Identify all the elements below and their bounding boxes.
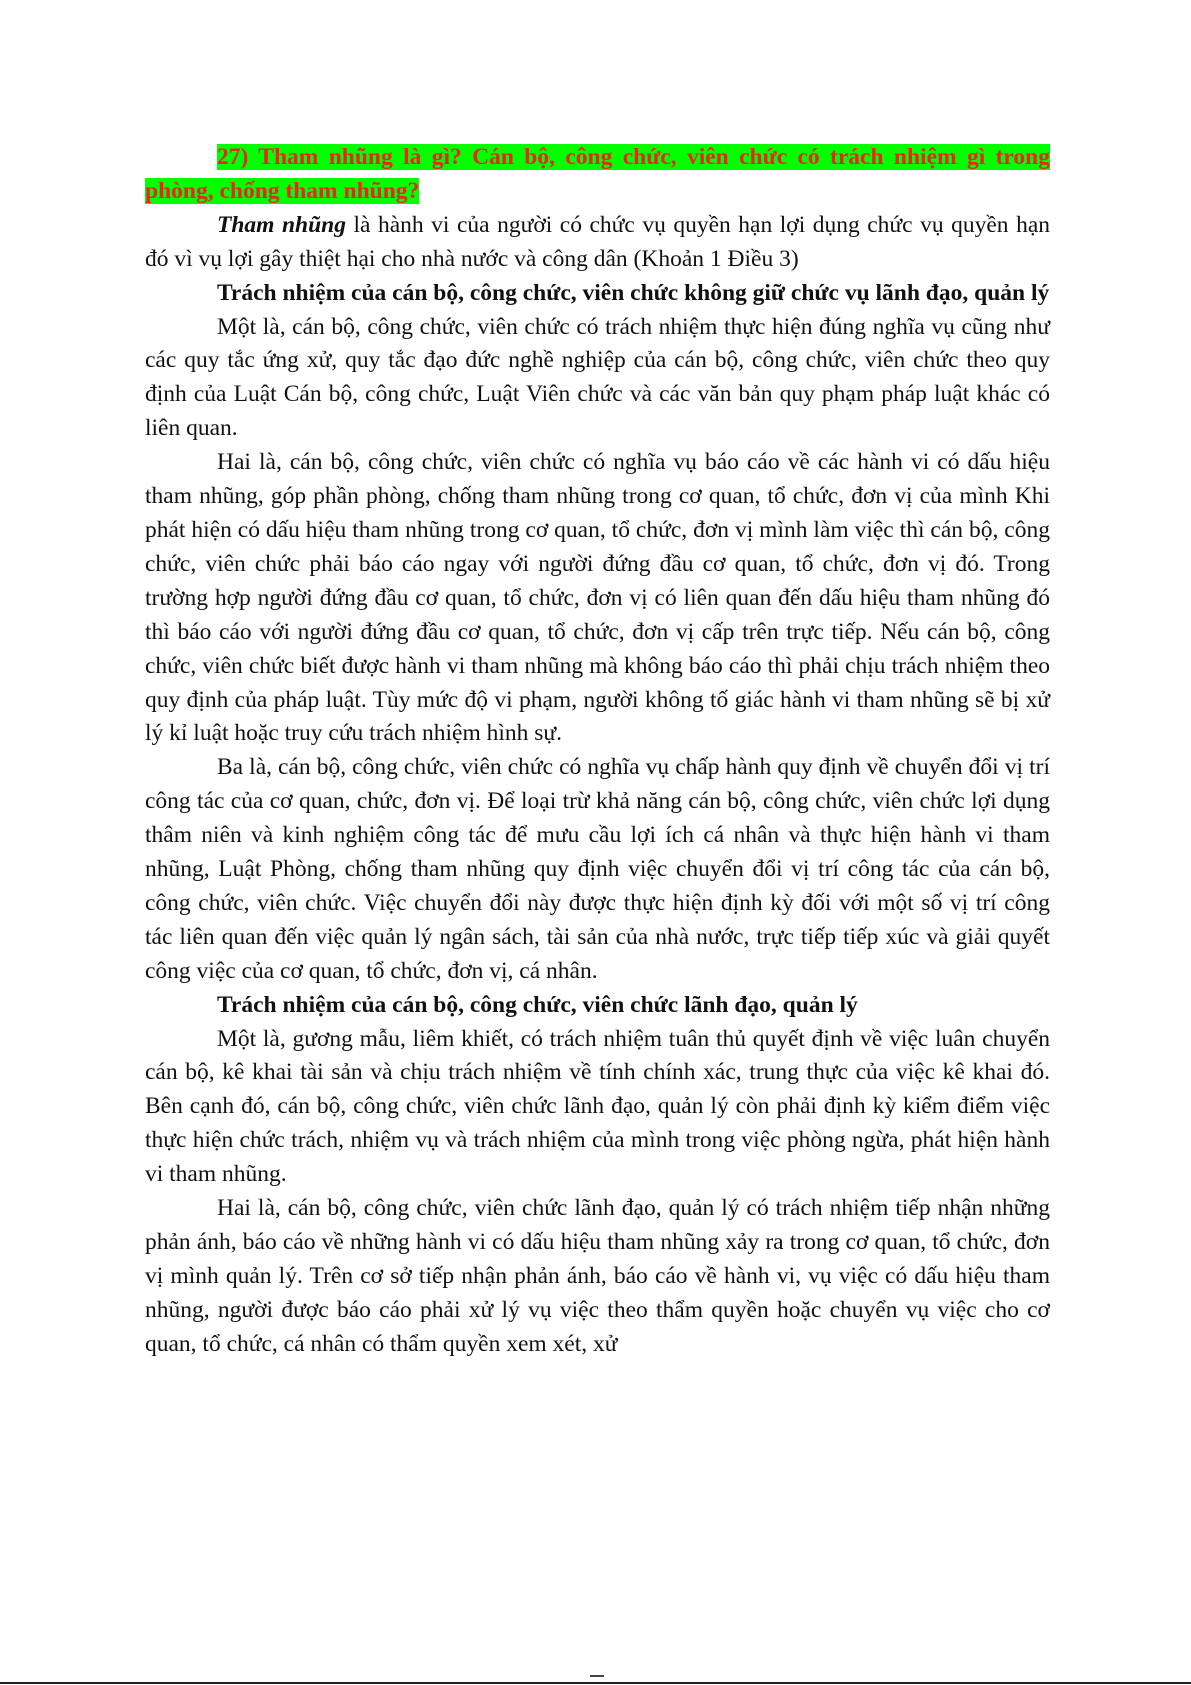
question-heading — [145, 141, 1050, 209]
section2-heading: Trách nhiệm của cán bộ, công chức, viên chức lãnh đạo, quản lý — [217, 991, 858, 1018]
section1-paragraph-3: Ba là, cán bộ, công chức, viên chức có nghĩa vụ chấp hành quy định về chuyển đổi vị trí công tác của cơ quan, chức, đơn vị. Để loại trừ khả năng cán bộ, công chức, viên chức lợi dụng thâm niên và kinh nghiệm công tác để mưu cầu lợi ích cá nhân và thực hiện hành vi tham nhũng, Luật Phòng, chống tham nhũng quy định việc chuyển đổi vị trí công tác của cán bộ, công chức, viên chức. Việc chuyển đổi này được thực hiện định kỳ đối với một số vị trí công tác liên quan đến việc quản lý ngân sách, tài sản của nhà nước, trực tiếp tiếp xúc và giải quyết công việc của cơ quan, tổ chức, đơn vị, cá nhân. — [145, 754, 1050, 984]
section2-paragraph-1: Một là, gương mẫu, liêm khiết, có trách nhiệm tuân thủ quyết định về việc luân chuyển cán bộ, kê khai tài sản và chịu trách nhiệm về tính chính xác, trung thực của việc kê khai đó. Bên cạnh đó, cán bộ, công chức, viên chức lãnh đạo, quản lý còn phải định kỳ kiểm điểm việc thực hiện chức trách, nhiệm vụ và trách nhiệm của mình trong việc phòng ngừa, phát hiện hành vi tham nhũng. — [145, 1025, 1050, 1188]
definition-text: là hành vi của người có chức vụ quyền hạn lợi dụng chức vụ quyền hạn đó vì vụ lợi gây thiệt hại cho nhà nước và công dân (Khoản 1 Điều 3) — [145, 211, 1050, 272]
footer-divider — [0, 1682, 1191, 1684]
section1-paragraph-2: Hai là, cán bộ, công chức, viên chức có nghĩa vụ báo cáo về các hành vi có dấu hiệu tham nhũng, góp phần phòng, chống tham nhũng trong cơ quan, tổ chức, đơn vị của mình Khi phát hiện có dấu hiệu tham nhũng trong cơ quan, tổ chức, đơn vị mình làm việc thì cán bộ, công chức, viên chức phải báo cáo ngay với người đứng đầu cơ quan, tổ chức, đơn vị đó. Trong trường hợp người đứng đầu cơ quan, tổ chức, đơn vị có liên quan đến dấu hiệu tham nhũng đó thì báo cáo với người đứng đầu cơ quan, tổ chức, đơn vị cấp trên trực tiếp. Nếu cán bộ, công chức, viên chức biết được hành vi tham nhũng mà không báo cáo thì phải chịu trách nhiệm theo quy định của pháp luật. Tùy mức độ vi phạm, người không tố giác hành vi tham nhũng sẽ bị xử lý kỉ luật hoặc truy cứu trách nhiệm hình sự. — [145, 449, 1050, 747]
definition-paragraph — [145, 209, 1050, 277]
section2-paragraph-2: Hai là, cán bộ, công chức, viên chức lãnh đạo, quản lý có trách nhiệm tiếp nhận những phản ánh, báo cáo về những hành vi có dấu hiệu tham nhũng xảy ra trong cơ quan, tổ chức, đơn vị mình quản lý. Trên cơ sở tiếp nhận phản ánh, báo cáo về hành vi, vụ việc có dấu hiệu tham nhũng, người được báo cáo phải xử lý vụ việc theo thẩm quyền hoặc chuyển vụ việc cho cơ quan, tổ chức, cá nhân có thẩm quyền xem xét, xử — [145, 1195, 1050, 1357]
section1-paragraph-1: Một là, cán bộ, công chức, viên chức có trách nhiệm thực hiện đúng nghĩa vụ cũng như các quy tắc ứng xử, quy tắc đạo đức nghề nghiệp của cán bộ, công chức, viên chức theo quy định của Luật Cán bộ, công chức, Luật Viên chức và các văn bản quy phạm pháp luật khác có liên quan. — [145, 313, 1050, 442]
document-page — [145, 141, 1050, 1362]
footer-tick — [590, 1675, 604, 1677]
definition-term: Tham nhũng — [217, 211, 346, 238]
section1-heading: Trách nhiệm của cán bộ, công chức, viên chức không giữ chức vụ lãnh đạo, quản lý — [217, 279, 1050, 306]
heading-highlight: 27) Tham nhũng là gì? Cán bộ, công chức, viên chức có trách nhiệm gì trong phòng, chống tham nhũng? — [145, 144, 1050, 204]
